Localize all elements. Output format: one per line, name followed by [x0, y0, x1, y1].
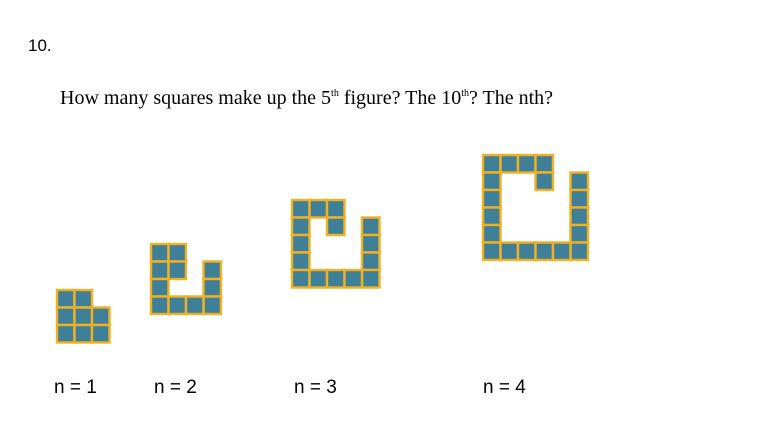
question-part-1: How many squares make up the 5: [60, 87, 332, 109]
unit-square: [204, 262, 222, 280]
unit-square: [151, 244, 169, 262]
unit-square: [169, 262, 187, 280]
unit-square: [483, 173, 501, 191]
unit-square: [483, 225, 501, 243]
question-superscript-1: th: [331, 88, 339, 99]
unit-square: [483, 208, 501, 226]
unit-square: [292, 200, 310, 218]
unit-square: [536, 173, 554, 191]
unit-square: [292, 270, 310, 288]
unit-square: [571, 190, 589, 208]
unit-square: [327, 270, 345, 288]
unit-square: [362, 218, 380, 236]
unit-square: [310, 270, 328, 288]
question-part-3: ? The nth?: [468, 87, 554, 109]
unit-square: [362, 253, 380, 271]
unit-square: [571, 225, 589, 243]
unit-square: [57, 290, 75, 308]
unit-square: [92, 325, 110, 343]
unit-square: [501, 155, 519, 173]
unit-square: [571, 243, 589, 261]
question-part-2: figure? The 10: [338, 87, 462, 109]
unit-square: [75, 325, 93, 343]
unit-square: [92, 308, 110, 326]
unit-square: [553, 243, 571, 261]
unit-square: [345, 270, 363, 288]
unit-square: [292, 253, 310, 271]
unit-square: [483, 190, 501, 208]
unit-square: [536, 243, 554, 261]
unit-square: [151, 279, 169, 297]
figure-label-n4: n = 4: [483, 377, 526, 398]
unit-square: [483, 155, 501, 173]
unit-square: [327, 218, 345, 236]
figure-n3: [292, 200, 380, 288]
unit-square: [75, 290, 93, 308]
unit-square: [483, 243, 501, 261]
unit-square: [327, 200, 345, 218]
problem-number: 10.: [28, 36, 52, 55]
unit-square: [169, 297, 187, 315]
question-superscript-2: th: [461, 88, 469, 99]
figure-n2: [151, 244, 221, 314]
unit-square: [310, 200, 328, 218]
unit-square: [536, 155, 554, 173]
unit-square: [571, 208, 589, 226]
unit-square: [169, 244, 187, 262]
unit-square: [57, 325, 75, 343]
unit-square: [362, 235, 380, 253]
figure-label-n2: n = 2: [154, 377, 197, 398]
unit-square: [151, 262, 169, 280]
unit-square: [204, 279, 222, 297]
figure-label-n1: n = 1: [54, 377, 97, 398]
unit-square: [518, 243, 536, 261]
unit-square: [501, 243, 519, 261]
figure-label-n3: n = 3: [294, 377, 337, 398]
unit-square: [518, 155, 536, 173]
unit-square: [362, 270, 380, 288]
unit-square: [571, 173, 589, 191]
unit-square: [292, 235, 310, 253]
unit-square: [204, 297, 222, 315]
figure-n1: [57, 290, 110, 343]
figure-n4: [483, 155, 588, 260]
unit-square: [57, 308, 75, 326]
unit-square: [186, 297, 204, 315]
unit-square: [151, 297, 169, 315]
unit-square: [292, 218, 310, 236]
unit-square: [75, 308, 93, 326]
